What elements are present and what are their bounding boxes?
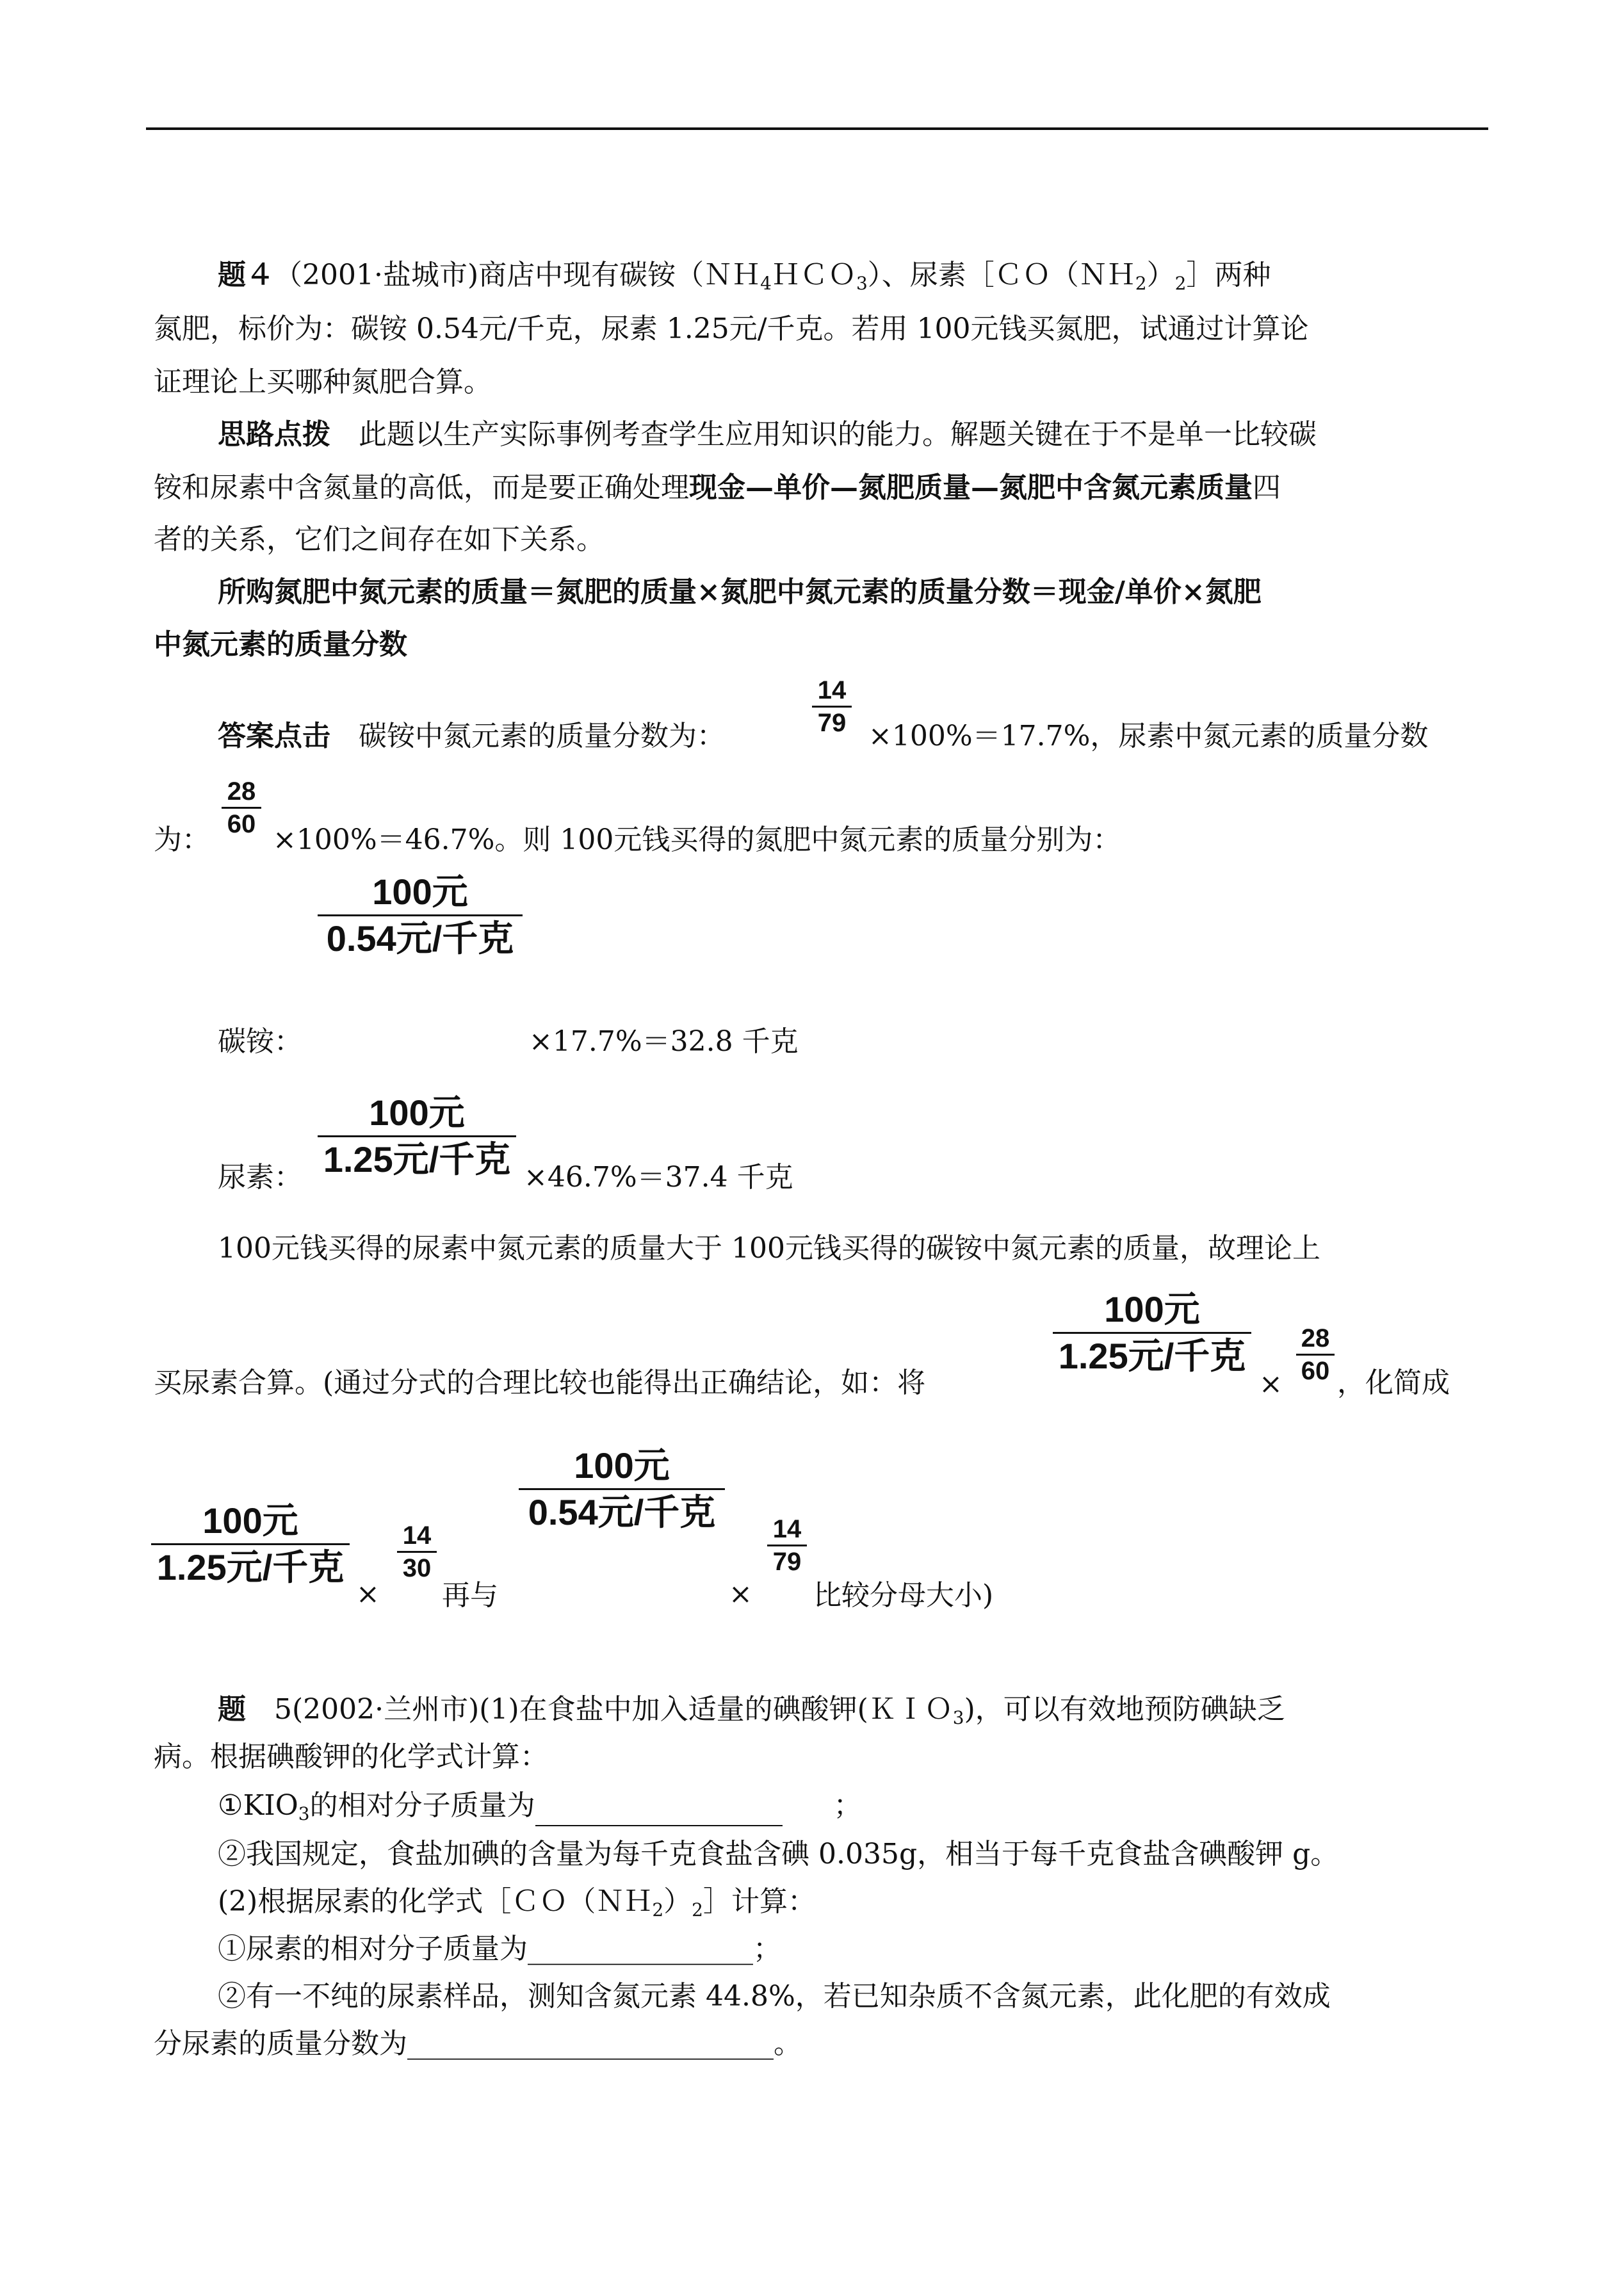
- q4-line2: 氮肥，标价为：碳铵 0.54元/千克，尿素 1.25元/千克。若用 100元钱买氮肥，试通过计算论: [154, 312, 1309, 345]
- q5-urea-item2b: 分尿素的质量分数为__________________________。: [154, 2027, 802, 2060]
- hint-line2: 铵和尿素中含氮量的高低，而是要正确处理现金—单价—氮肥质量—氮肥中含氮元素质量四: [154, 471, 1281, 504]
- answer-blank[interactable]: [535, 1787, 783, 1826]
- answer-line1a: 答案点击 碳铵中氮元素的质量分数为：: [218, 720, 725, 752]
- hint-line1: 思路点拨 此题以生产实际事例考查学生应用知识的能力。解题关键在于不是单一比较碳: [218, 418, 1317, 451]
- hint-formula-line1: 所购氮肥中氮元素的质量＝氮肥的质量×氮肥中氮元素的质量分数＝现金/单价×氮肥: [218, 576, 1262, 608]
- tan-an-label: 碳铵：: [218, 1025, 302, 1058]
- q5-line1: 题 5(2002·兰州市)(1)在食盐中加入适量的碘酸钾(ＫＩＯ$_3$)，可以有效地预防碘缺乏: [218, 1693, 1285, 1728]
- q4-label: 题４: [218, 259, 274, 291]
- times-sign: ×: [1259, 1368, 1283, 1400]
- q5-item2: ②我国规定，食盐加碘的含量为每千克食盐含碘 0.035g，相当于每千克食盐含碘酸钾 g。: [218, 1838, 1339, 1870]
- q5-part2: (2)根据尿素的化学式$[CO(NH_2)_2]$计算：: [218, 1885, 816, 1920]
- fraction-28-60: 28 60: [222, 776, 261, 839]
- tan-an-result: ×17.7%＝32.8 千克: [529, 1025, 799, 1058]
- q5-urea-item2a: ②有一不纯的尿素样品，测知含氮元素 44.8%，若已知杂质不含氮元素，此化肥的有效成: [218, 1980, 1331, 2013]
- q5-line2: 病。根据碘酸钾的化学式计算：: [154, 1740, 548, 1773]
- urea-label: 尿素：: [218, 1161, 302, 1194]
- answer-line2b: ×100%＝46.7%。则 100元钱买得的氮肥中氮元素的质量分别为：: [273, 823, 1121, 856]
- conclusion-line2b: ，化简成: [1337, 1366, 1450, 1399]
- conclusion-line2a: 买尿素合算。(通过分式的合理比较也能得出正确结论，如：将: [154, 1366, 926, 1399]
- fraction-14-79-b: 14 79: [767, 1514, 807, 1577]
- times-sign: ×: [729, 1578, 752, 1610]
- answer-line2a: 为：: [154, 823, 210, 856]
- tan-an-fraction: 100元 0.54元/千克: [318, 870, 523, 961]
- fraction-14-30: 14 30: [397, 1520, 437, 1584]
- answer-label: 答案点击: [218, 720, 330, 752]
- fraction-14-79: 14 79: [812, 675, 852, 738]
- times-sign: ×: [356, 1578, 380, 1610]
- q4-line1: 题４（2001·盐城市)商店中现有碳铵（ＮＨ$_4$ＨＣＯ$_3$）、尿素$[CO(NH_2)_2]$两种: [218, 259, 1271, 294]
- hint-formula-line2: 中氮元素的质量分数: [154, 628, 407, 661]
- q5-urea-item1: ①尿素的相对分子质量为________________；: [218, 1933, 781, 1965]
- simplified-urea-fraction: 100元 1.25元/千克: [151, 1498, 350, 1590]
- q4-line3: 证理论上买哪种氮肥合算。: [154, 366, 492, 398]
- urea-result: ×46.7%＝37.4 千克: [524, 1161, 793, 1194]
- q5-item1: $①KIO_3$的相对分子质量为 ；: [218, 1787, 862, 1833]
- hint-line3: 者的关系，它们之间存在如下关系。: [154, 523, 605, 556]
- hint-label: 思路点拨: [218, 418, 330, 451]
- compare-label: 比较分母大小): [813, 1579, 994, 1612]
- q5-label: 题: [218, 1693, 246, 1726]
- conclusion-urea-fraction: 100元 1.25元/千克: [1053, 1287, 1251, 1379]
- header-rule: [146, 127, 1488, 130]
- urea-fraction: 100元 1.25元/千克: [318, 1091, 516, 1182]
- answer-line1b: ×100%＝17.7%，尿素中氮元素的质量分数: [868, 720, 1429, 752]
- conclusion-line1: 100元钱买得的尿素中氮元素的质量大于 100元钱买得的碳铵中氮元素的质量，故理论上: [218, 1232, 1320, 1265]
- conclusion-fraction-28-60: 28 60: [1296, 1323, 1335, 1386]
- simplified-tan-an-fraction: 100元 0.54元/千克: [519, 1443, 725, 1535]
- then-label: 再与: [442, 1579, 498, 1612]
